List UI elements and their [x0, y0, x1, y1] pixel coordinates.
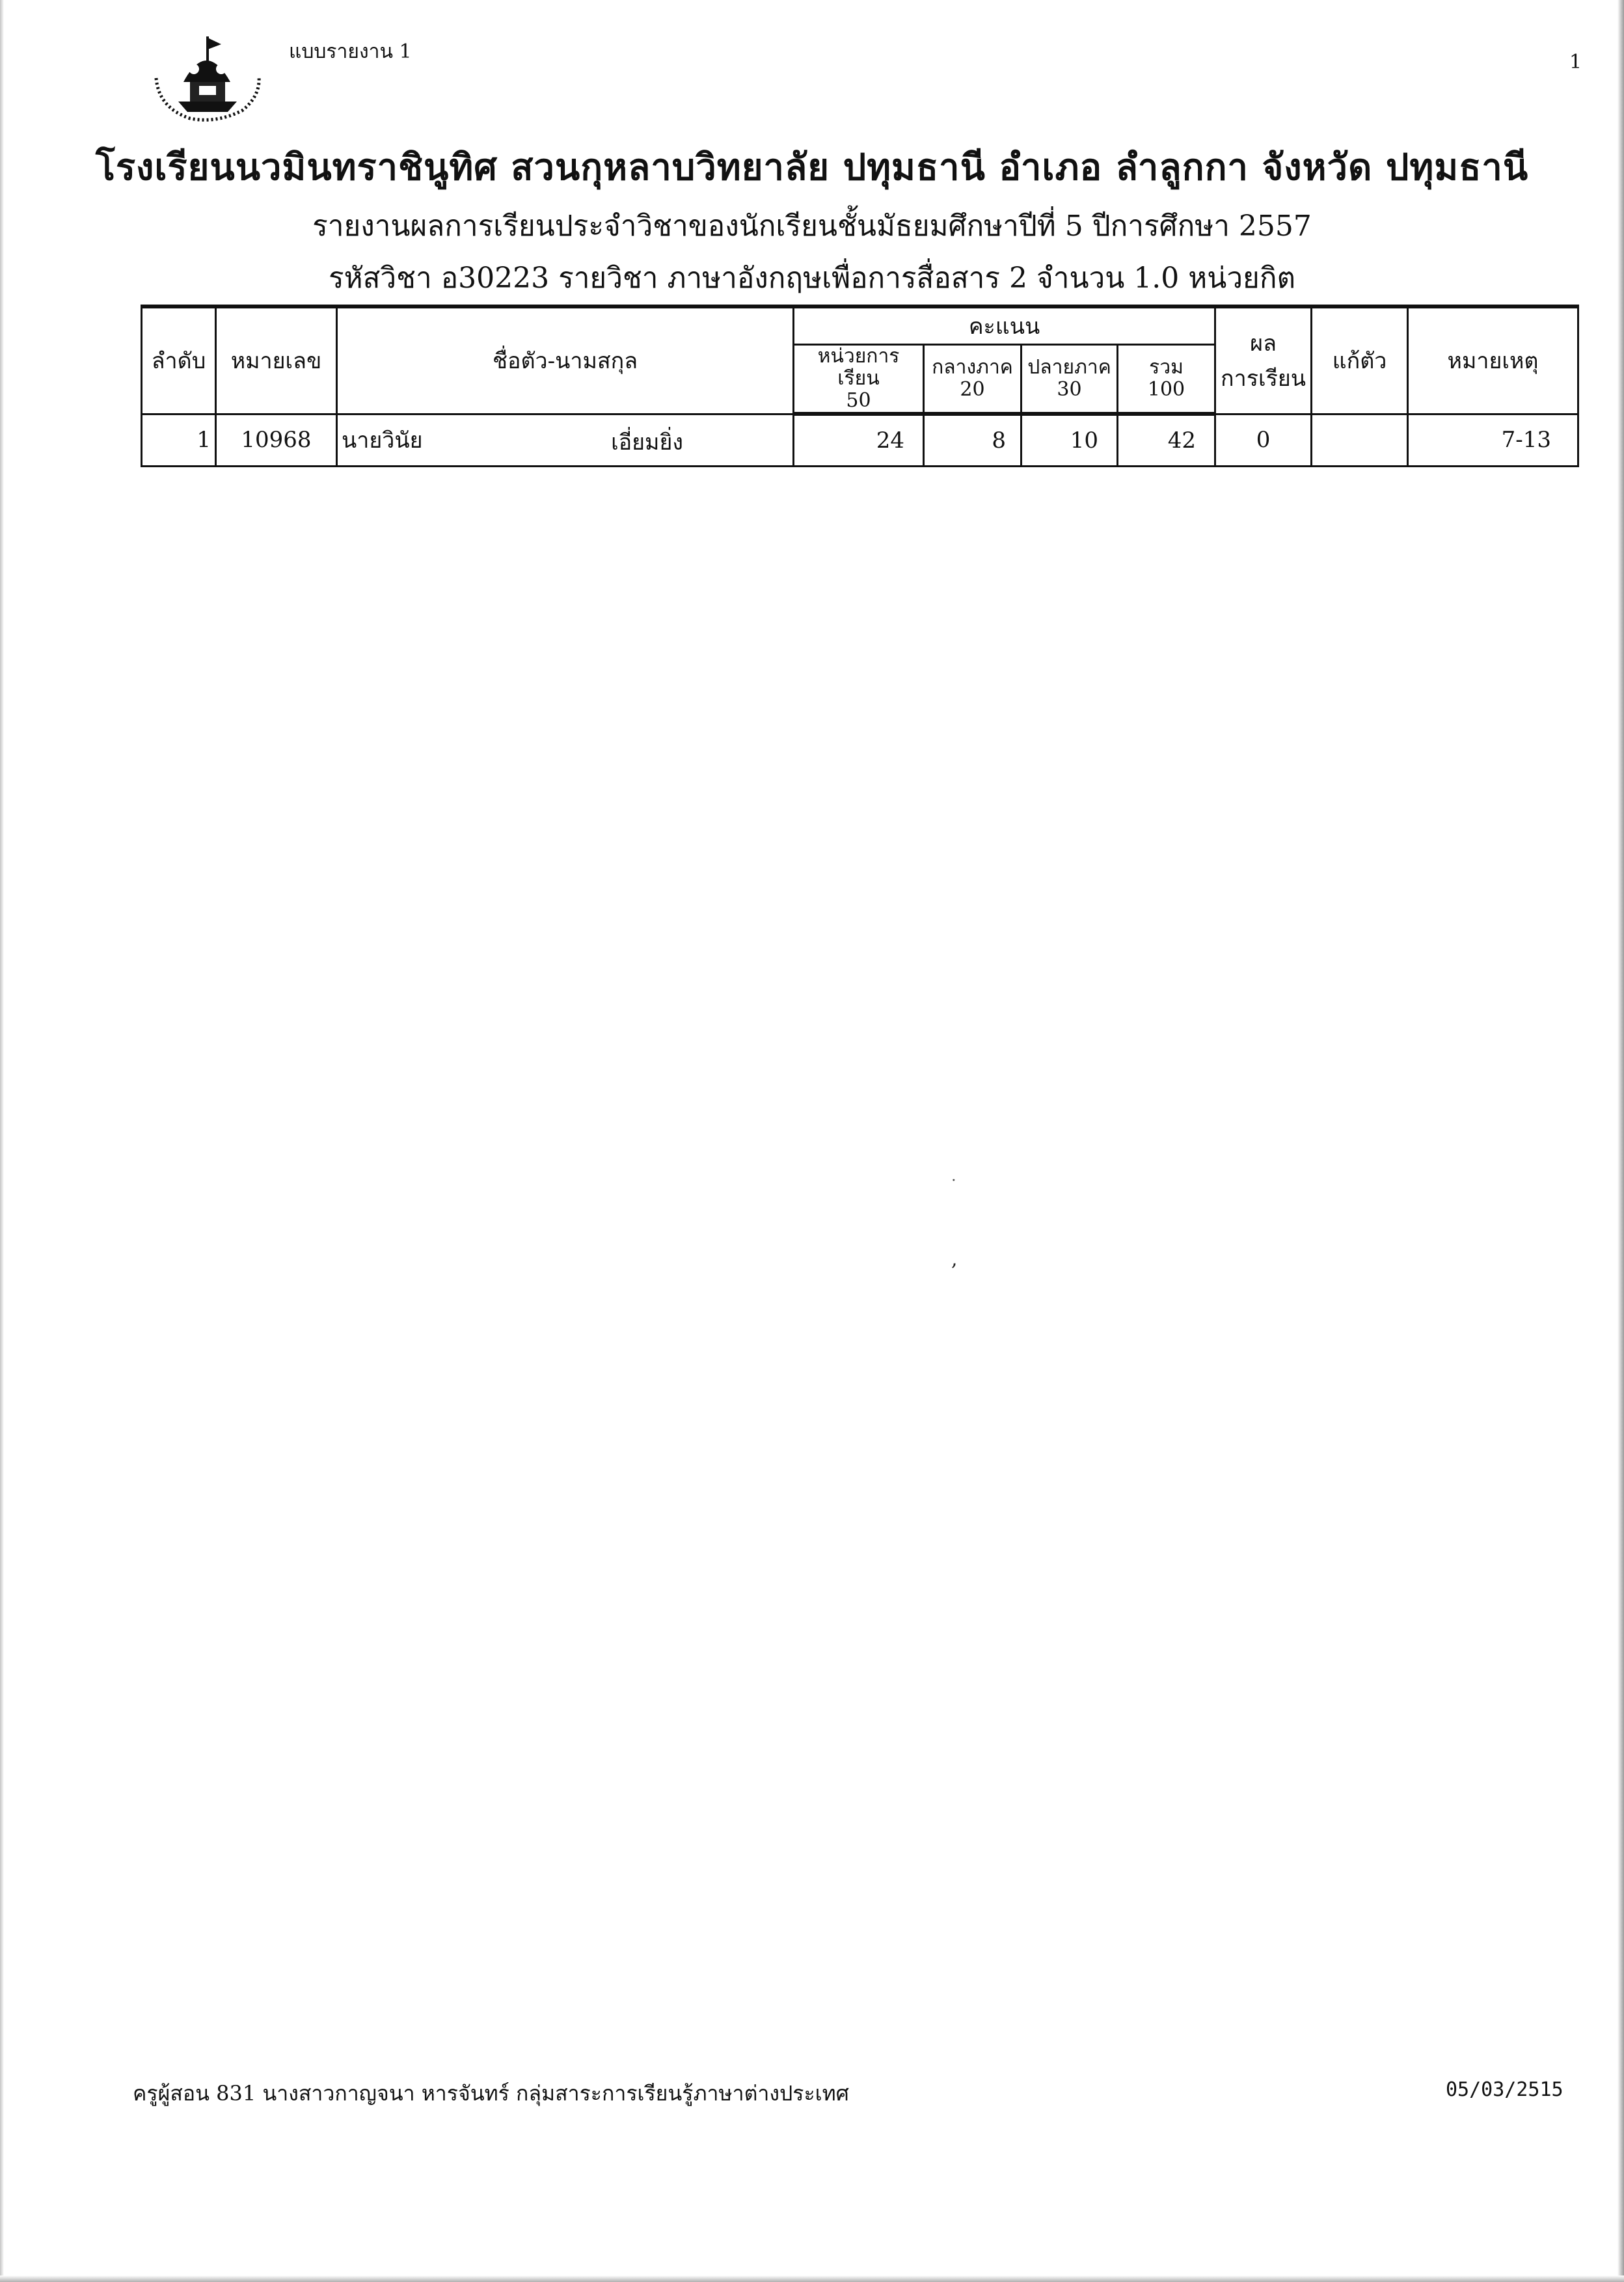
cell-student-id: 10968 [216, 414, 337, 467]
header-total-label: รวม [1149, 356, 1184, 379]
header-final-label: ปลายภาค [1027, 356, 1111, 379]
header-total-max: 100 [1147, 378, 1185, 401]
cell-first-name: นายวินัย [342, 428, 423, 454]
header-student-id: หมายเลข [216, 306, 337, 414]
header-midterm [924, 345, 1022, 414]
header-result [1215, 306, 1312, 414]
header-result-line2: การเรียน [1221, 366, 1306, 392]
header-score-group: คะแนน [794, 306, 1215, 345]
header-order: ลำดับ [142, 306, 216, 414]
cell-total: 42 [1118, 414, 1215, 467]
cell-correction [1312, 414, 1408, 467]
school-emblem-icon [144, 31, 268, 129]
header-total [1118, 345, 1215, 414]
scan-left-edge [0, 0, 4, 2282]
header-midterm-label: กลางภาค [932, 356, 1013, 379]
form-label: แบบรายงาน 1 [289, 40, 412, 63]
header-correction: แก้ตัว [1312, 306, 1408, 414]
school-title: โรงเรียนนวมินทราชินูทิศ สวนกุหลาบวิทยาลัย ปทุมธานี อำเภอ ลำลูกกา จังหวัด ปทุมธานี [95, 146, 1529, 189]
cell-name [337, 414, 794, 467]
report-title: รายงานผลการเรียนประจำวิชาของนักเรียนชั้นมัธยมศึกษาปีที่ 5 ปีการศึกษา 2557 [312, 210, 1312, 243]
cell-last-name: เอี่ยมยิ่ง [611, 429, 683, 455]
cell-final: 10 [1022, 414, 1118, 467]
cell-unit: 24 [794, 414, 924, 467]
scan-right-edge [1617, 0, 1624, 2282]
table-row [142, 414, 1578, 467]
grade-table [141, 305, 1579, 467]
cell-order: 1 [142, 414, 216, 467]
cell-midterm: 8 [924, 414, 1022, 467]
teacher-footer: ครูผู้สอน 831 นางสาวกาญจนา หารจันทร์ กลุ่มสาระการเรียนรู้ภาษาต่างประเทศ [133, 2081, 849, 2106]
header-remark: หมายเหตุ [1408, 306, 1578, 414]
cell-result: 0 [1215, 414, 1312, 467]
header-midterm-max: 20 [960, 378, 985, 401]
cell-remark: 7-13 [1408, 414, 1578, 467]
header-unit-label: หน่วยการเรียน [817, 345, 900, 390]
header-unit [794, 345, 924, 414]
header-final [1022, 345, 1118, 414]
subject-line: รหัสวิชา อ30223 รายวิชา ภาษาอังกฤษเพื่อการสื่อสาร 2 จำนวน 1.0 หน่วยกิต [328, 262, 1296, 295]
scan-speck: · [951, 1171, 956, 1189]
header-unit-max: 50 [846, 389, 871, 412]
scan-bottom-edge [0, 2275, 1624, 2282]
scan-speck: , [951, 1248, 958, 1271]
header-result-line1: ผล [1250, 331, 1277, 357]
header-final-max: 30 [1057, 378, 1082, 401]
report-date: 05/03/2515 [1446, 2078, 1563, 2101]
page-number: 1 [1569, 51, 1582, 74]
header-name: ชื่อตัว-นามสกุล [337, 306, 794, 414]
